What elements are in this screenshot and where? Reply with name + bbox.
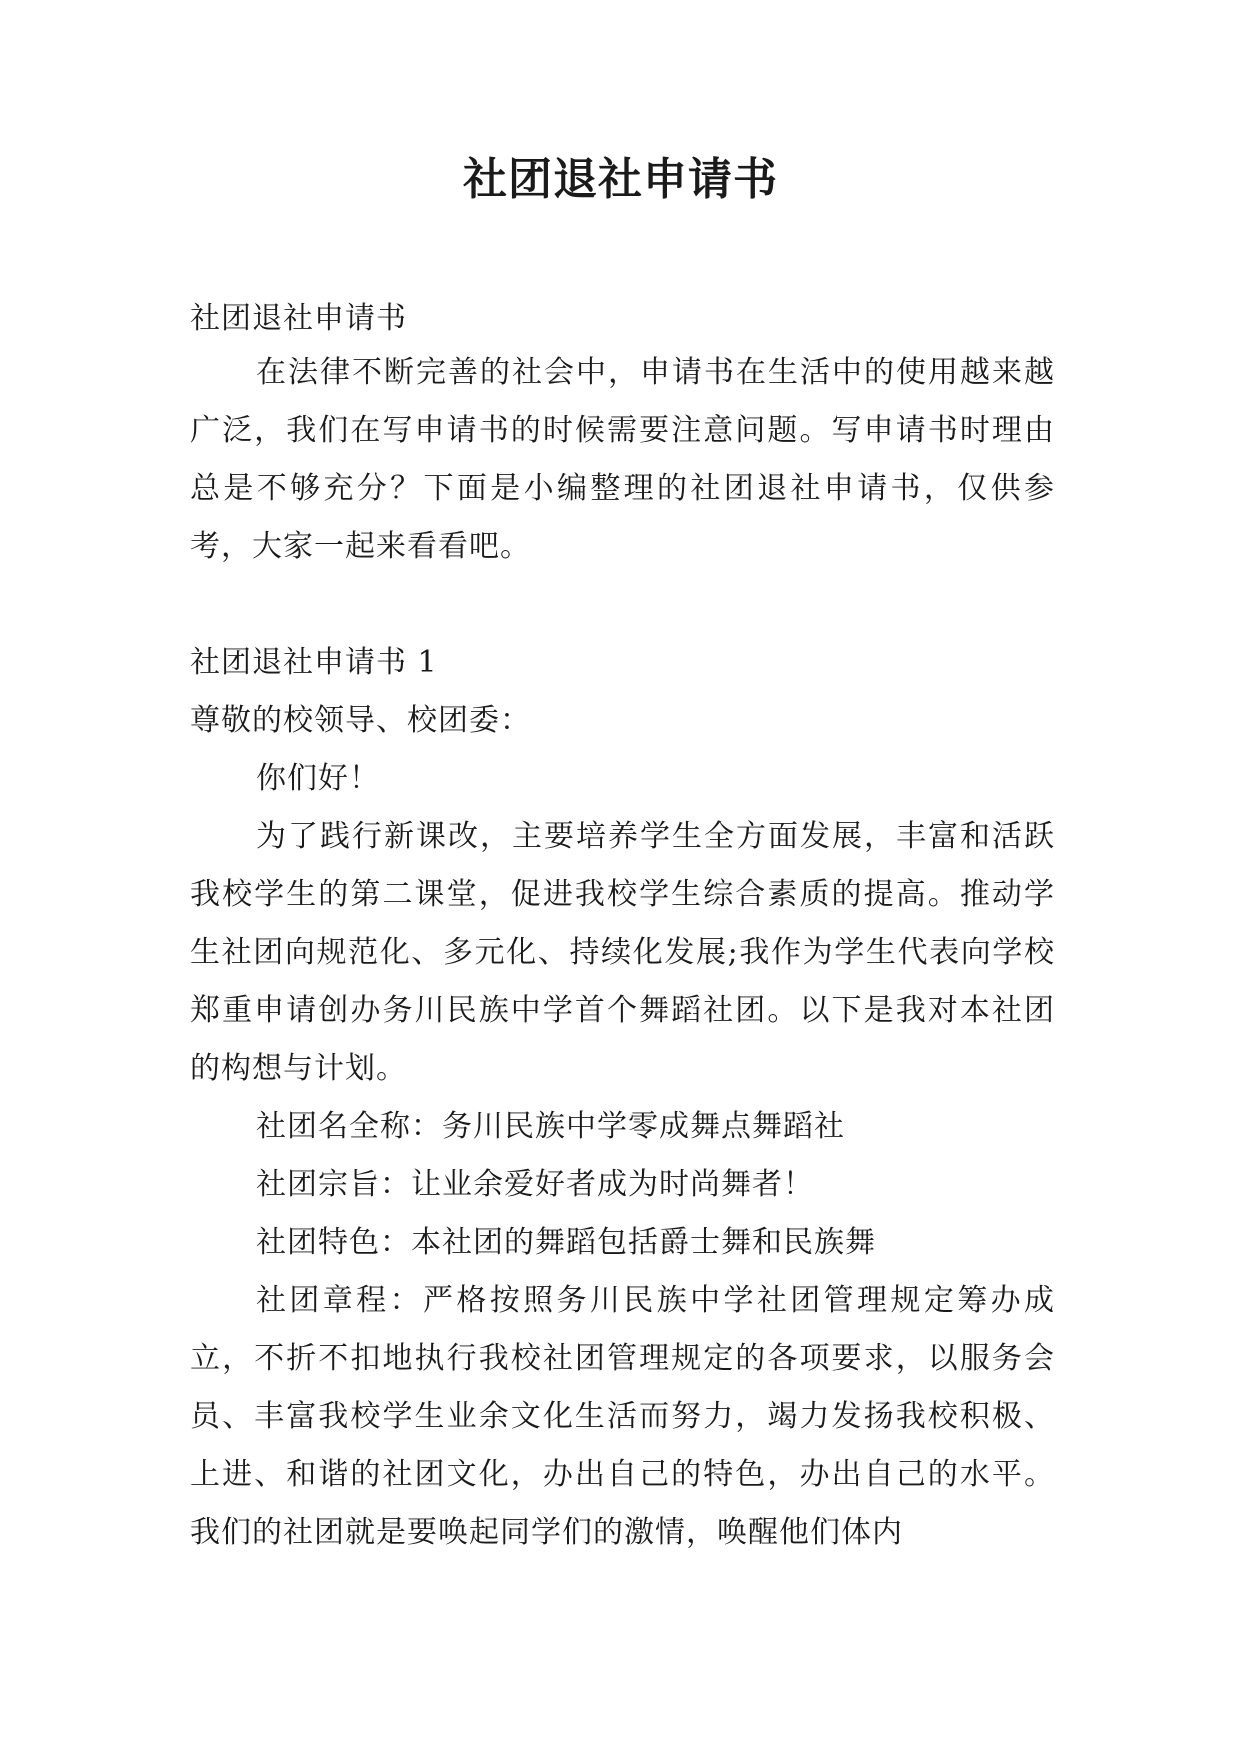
club-feature-line: 社团特色：本社团的舞蹈包括爵士舞和民族舞	[256, 1225, 876, 1260]
section-heading: 社团退社申请书 1	[190, 645, 438, 680]
salutation: 尊敬的校领导、校团委：	[190, 703, 531, 738]
paragraph-purpose: 为了践行新课改，主要培养学生全方面发展，丰富和活跃我校学生的第二课堂，促进我校学生综合素质的提高。推动学生社团向规范化、多元化、持续化发展;我作为学生代表向学校郑重申请创办务川民族中学首个舞蹈社团。以下是我对本社团的构想与计划。	[190, 819, 1055, 1086]
document-title: 社团退社申请书	[463, 154, 778, 205]
intro-label: 社团退社申请书	[190, 301, 407, 336]
letter-body	[190, 692, 1055, 1562]
club-name-line: 社团名全称：务川民族中学零成舞点舞蹈社	[256, 1109, 845, 1144]
intro-paragraph: 在法律不断完善的社会中，申请书在生活中的使用越来越广泛，我们在写申请书的时候需要注意问题。写申请书时理由总是不够充分？下面是小编整理的社团退社申请书，仅供参考，大家一起来看看吧。	[190, 355, 1055, 564]
greeting: 你们好！	[256, 761, 380, 796]
club-purpose-line: 社团宗旨：让业余爱好者成为时尚舞者！	[256, 1167, 814, 1202]
club-charter-paragraph: 社团章程：严格按照务川民族中学社团管理规定筹办成立，不折不扣地执行我校社团管理规定的各项要求，以服务会员、丰富我校学生业余文化生活而努力，竭力发扬我校积极、上进、和谐的社团文化，办出自己的特色，办出自己的水平。我们的社团就是要唤起同学们的激情，唤醒他们体内	[190, 1283, 1055, 1550]
